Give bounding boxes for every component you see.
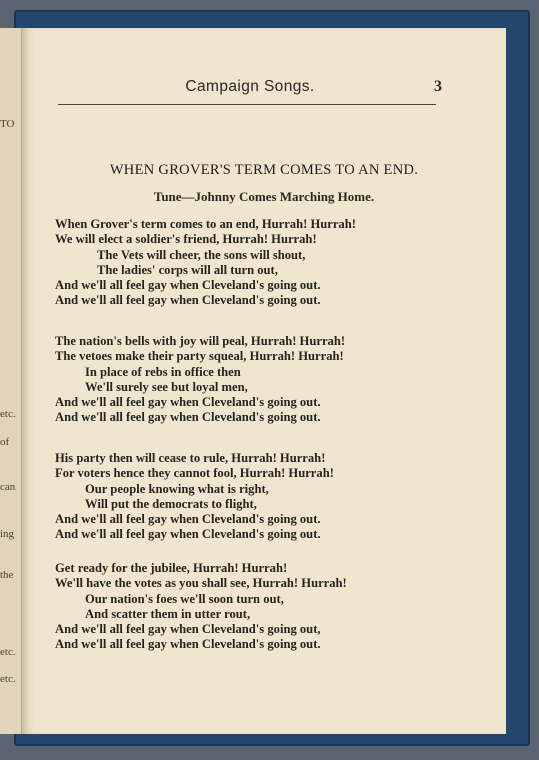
stanza-line: His party then will cease to rule, Hurrah! Hurrah! xyxy=(55,451,326,465)
left-page-fragment: etc. xyxy=(0,408,16,420)
stanza-line: The Vets will cheer, the sons will shout, xyxy=(97,247,306,262)
stanza-line: And we'll all feel gay when Cleveland's going out. xyxy=(55,512,321,527)
stanza-line: And we'll all feel gay when Cleveland's going out. xyxy=(55,410,321,425)
song-title: WHEN GROVER'S TERM COMES TO AN END. xyxy=(109,162,419,178)
stanza-line: Our nation's foes we'll soon turn out, xyxy=(85,591,284,606)
stanza-line: We'll have the votes as you shall see, Hurrah! Hurrah! xyxy=(55,576,347,591)
stanza xyxy=(55,217,475,309)
stanza-line: And we'll all feel gay when Cleveland's going out, xyxy=(55,622,321,637)
stanza-line: And we'll all feel gay when Cleveland's going out. xyxy=(55,527,321,542)
stanza-line: In place of rebs in office then xyxy=(85,364,241,379)
page-header xyxy=(58,78,442,100)
stanza-line: When Grover's term comes to an end, Hurrah! Hurrah! xyxy=(55,217,356,231)
stanza-line: We'll surely see but loyal men, xyxy=(85,379,248,394)
left-page-fragment: can xyxy=(0,481,16,493)
stanza-line: The nation's bells with joy will peal, Hurrah! Hurrah! xyxy=(55,334,346,348)
stanza-line: The ladies' corps will all turn out, xyxy=(97,262,278,277)
stanza-line: And scatter them in utter rout, xyxy=(85,606,251,621)
left-page-fragment: TO xyxy=(0,118,15,130)
stanza-line: And we'll all feel gay when Cleveland's going out. xyxy=(55,637,321,652)
stanza-line: The vetoes make their party squeal, Hurrah! Hurrah! xyxy=(55,349,344,364)
running-title: Campaign Songs. xyxy=(185,78,315,95)
left-page-fragment: the xyxy=(0,569,14,581)
left-page-fragment: of xyxy=(0,436,10,448)
header-rule xyxy=(58,104,436,105)
song-tune: Tune—Johnny Comes Marching Home. xyxy=(153,189,375,204)
stanza-line: And we'll all feel gay when Cleveland's going out. xyxy=(55,293,321,308)
stanza-line: Get ready for the jubilee, Hurrah! Hurrah! xyxy=(55,561,288,575)
stanza-line: We will elect a soldier's friend, Hurrah! Hurrah! xyxy=(55,232,317,247)
stanza-line: Our people knowing what is right, xyxy=(85,481,269,496)
stanza xyxy=(55,334,475,426)
stanza xyxy=(55,451,475,543)
stanza-line: Will put the democrats to flight, xyxy=(85,496,257,511)
left-page-fragment: etc. xyxy=(0,673,16,685)
left-page-fragment: etc. xyxy=(0,646,16,658)
page-number: 3 xyxy=(434,78,442,95)
stanza-line: And we'll all feel gay when Cleveland's going out. xyxy=(55,395,321,410)
stanza-line: And we'll all feel gay when Cleveland's going out. xyxy=(55,278,321,293)
stanza-line: For voters hence they cannot fool, Hurrah! Hurrah! xyxy=(55,466,334,481)
book-page xyxy=(22,28,506,734)
left-page-edge xyxy=(0,28,22,734)
stanza xyxy=(55,561,475,653)
left-page-fragment: ing xyxy=(0,528,15,540)
